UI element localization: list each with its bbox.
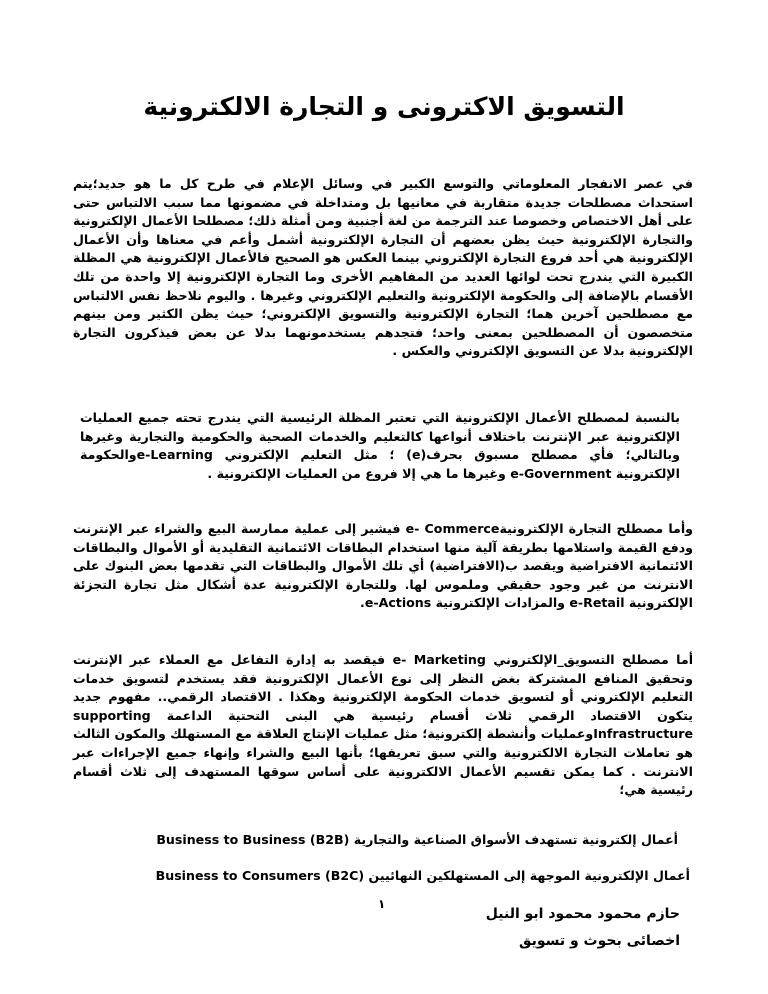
paragraph-1: في عصر الانفجار المعلوماتي والتوسع الكبير في وسائل الإعلام في طرح كل ما هو جديد؛يتم استحداث مصطلحات جديدة متقاربة في معانيها بل ومتداخلة في مضمونها مما سبب الالتباس حتى على أهل الاختصاص وخصوصا عند الترجمة من لغة أجنبية ومن أمثلة ذلك؛ مصطلحا الأعمال الإلكترونية والتجارة الإلكترونية حيث يظن بعضهم أن التجارة الإلكترونية أشمل وأعم في معناها وأن الأعمال الإلكترونية هي أحد فروع التجارة الإلكتروني بينما العكس هو الصحيح فالأعمال الإلكترونية هي المظلة الكبيرة التي يندرج تحت لوائها العديد من المفاهيم الأخرى وما التجارة الإلكترونية إلا واحدة من تلك الأقسام بالإضافة إلى والحكومة الإلكترونية والتعليم الإلكتروني وغيرها . واليوم نلاحظ نفس الالتباس مع مصطلحين آخرين هما؛ التجارة الإلكترونية والتسويق الإلكتروني؛ حيث يظن الكثير ومن بينهم متخصصون أن المصطلحين بمعنى واحد؛ فتجدهم يستخدمونهما بدلا عن بعض فيذكرون التجارة الإلكترونية بدلا عن التسويق الإلكتروني والعكس . — [73, 176, 693, 359]
b2b-line: أعمال إلكترونية تستهدف الأسواق الصناعية والتجارية Business to Business (B2B) — [156, 832, 678, 847]
paragraph-2: بالنسبة لمصطلح الأعمال الإلكترونية التي تعتبر المظلة الرئيسية التي يندرج تحته جميع العمليات الإلكترونية عبر الإنترنت باختلاف أنواعها كالتعليم والخدمات الصحية والحكومية والتجارية وغيرها وبالتالي؛ فأي مصطلح مسبوق بحرف(e) ؛ مثل التعليم الإلكتروني e-Learningوالحكومة الإلكترونية e-Government وغيرها ما هي إلا فروع من العمليات الإلكترونية . — [80, 410, 680, 481]
page-number: ١ — [378, 897, 386, 911]
author-role: اخصائى بحوث و تسويق — [518, 933, 680, 949]
document-title: التسويق الاكترونى و التجارة الالكترونية — [143, 92, 625, 121]
b2c-line: أعمال الإلكترونية الموجهة إلى المستهلكين النهائيين Business to Consumers (B2C) — [155, 868, 690, 883]
author-name: حازم محمود محمود ابو النيل — [485, 906, 680, 922]
paragraph-4: أما مصطلح التسويق_الإلكتروني e- Marketing فيقصد به إدارة التفاعل مع العملاء عبر الإنترنت وتحقيق المنافع المشتركة بغض النظر إلى نوع الأعمال الإلكترونية فقد يستخدم لتسويق خدمات التعليم الإلكتروني أو لتسويق خدمات الحكومة الإلكترونية وهكذا . الاقتصاد الرقمي.. مفهوم جديد يتكون الاقتصاد الرقمي ثلاث أقسام رئيسية هي البنى التحتية الداعمة supporting Infrastructureوعمليات وأنشطة إلكترونية؛ مثل عمليات الإنتاج العلاقة مع المستهلك والمكون الثالث هو تعاملات التجارة الالكترونية والتي سبق تعريفها؛ بأنها البيع والشراء وإنهاء جميع الإجراءات عبر الانترنت . كما يمكن تقسيم الأعمال الالكترونية على أساس سوقها المستهدف إلى ثلاث أقسام رئيسية هي؛ — [73, 652, 694, 798]
paragraph-3: وأما مصطلح التجارة الإلكترونيةe- Commerce فيشير إلى عملية ممارسة البيع والشراء عبر الإنترنت ودفع القيمة واستلامها بطريقة آلية منها استخدام البطاقات الائتمانية التقليدية أو الأموال والبطاقات الائتمانية الافتراضية ويقصد ب(الافتراضية) أي تلك الأموال والبطاقات التي تقدمها بعض البنوك على الانترنت من غير وجود حقيقي وملموس لها. وللتجارة الإلكترونية عدة أشكال مثل تجارة التجزئة الإلكترونية e-Retail والمزادات الإلكترونية e-Actions. — [73, 521, 693, 611]
